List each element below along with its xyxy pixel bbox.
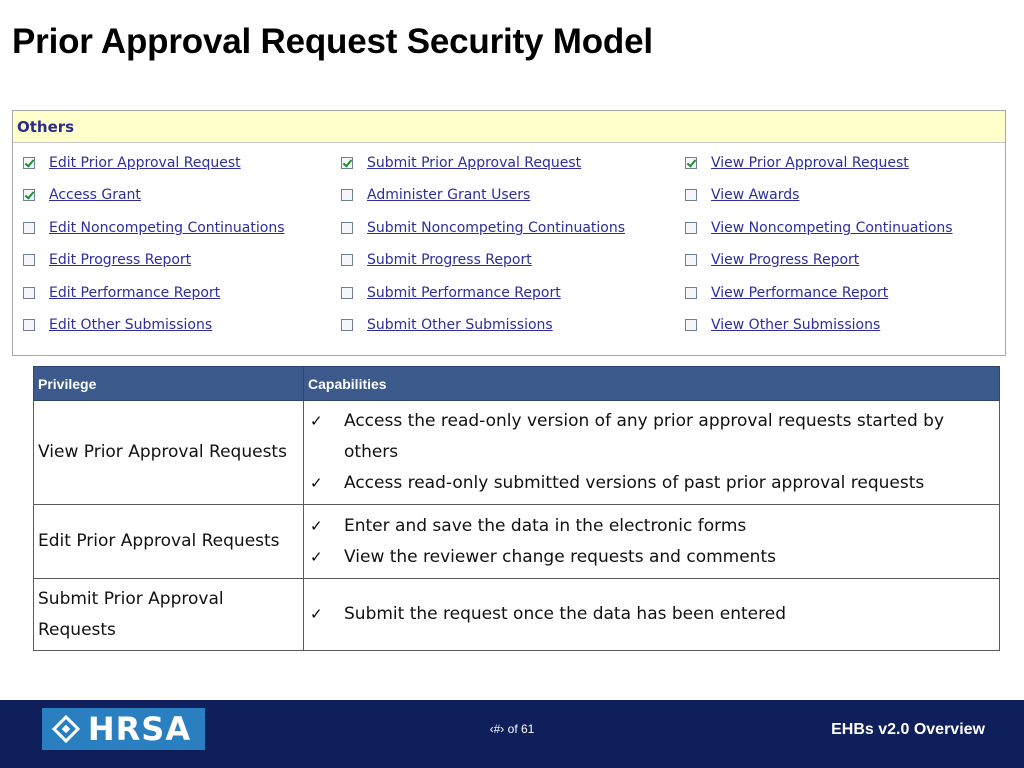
checkbox-unchecked-icon[interactable] — [685, 189, 697, 201]
permission-link[interactable]: Administer Grant Users — [367, 187, 531, 203]
permission-item — [685, 314, 880, 336]
table-row — [34, 579, 1000, 651]
permission-link[interactable]: Edit Progress Report — [49, 252, 192, 268]
checkbox-unchecked-icon[interactable] — [341, 287, 353, 299]
privilege-cell: Edit Prior Approval Requests — [34, 505, 304, 579]
permission-link[interactable]: View Noncompeting Continuations — [711, 220, 953, 236]
permission-link[interactable]: View Prior Approval Request — [711, 155, 909, 171]
check-mark-icon: ✓ — [310, 605, 323, 623]
checkbox-unchecked-icon[interactable] — [23, 254, 35, 266]
permission-link[interactable]: View Progress Report — [711, 252, 860, 268]
permission-item — [341, 217, 625, 239]
permission-item — [341, 184, 530, 206]
permissions-header — [13, 111, 1005, 143]
permission-item — [685, 217, 953, 239]
list-item — [310, 511, 993, 542]
permission-item — [341, 249, 532, 271]
permission-link[interactable]: View Awards — [711, 187, 800, 203]
hrsa-logo-text: HRSA — [87, 710, 192, 748]
slide-title: Prior Approval Request Security Model — [12, 22, 653, 61]
checkbox-unchecked-icon[interactable] — [685, 254, 697, 266]
privilege-cell: Submit Prior Approval Requests — [34, 579, 304, 651]
permission-link[interactable]: Access Grant — [49, 187, 141, 203]
capabilities-cell — [304, 505, 1000, 579]
privilege-table-header-row — [34, 367, 1000, 401]
capability-text: Access the read-only version of any prior approval requests started by others — [344, 411, 945, 462]
permission-link[interactable]: Submit Noncompeting Continuations — [367, 220, 626, 236]
permission-item — [341, 314, 553, 336]
checkbox-checked-icon[interactable] — [23, 157, 35, 169]
checkbox-unchecked-icon[interactable] — [341, 189, 353, 201]
check-mark-icon: ✓ — [310, 474, 323, 492]
permissions-panel — [12, 110, 1006, 356]
permission-link[interactable]: Submit Other Submissions — [367, 317, 553, 333]
permission-item — [23, 184, 141, 206]
checkbox-checked-icon[interactable] — [23, 189, 35, 201]
privilege-column-header: Privilege — [34, 367, 304, 401]
permission-item — [23, 314, 212, 336]
checkbox-unchecked-icon[interactable] — [23, 319, 35, 331]
permission-link[interactable]: Submit Progress Report — [367, 252, 532, 268]
permission-item — [23, 249, 191, 271]
capability-text: Submit the request once the data has been entered — [344, 604, 786, 624]
table-row — [34, 505, 1000, 579]
capability-text: View the reviewer change requests and comments — [344, 546, 776, 567]
checkbox-checked-icon[interactable] — [685, 157, 697, 169]
permission-link[interactable]: Edit Prior Approval Request — [49, 155, 241, 171]
list-item — [310, 542, 993, 573]
table-row — [34, 401, 1000, 505]
permission-item — [341, 282, 561, 304]
checkbox-checked-icon[interactable] — [341, 157, 353, 169]
check-mark-icon: ✓ — [310, 412, 323, 430]
permission-link[interactable]: View Performance Report — [711, 285, 889, 301]
permission-item — [23, 282, 220, 304]
footer-bar — [0, 700, 1024, 768]
checkbox-unchecked-icon[interactable] — [341, 319, 353, 331]
permission-item — [23, 217, 285, 239]
permission-item — [341, 152, 581, 174]
checkbox-unchecked-icon[interactable] — [685, 222, 697, 234]
capabilities-list — [310, 599, 993, 630]
check-mark-icon: ✓ — [310, 547, 323, 566]
permissions-grid — [13, 143, 1005, 353]
permission-item — [685, 282, 888, 304]
privilege-table — [33, 366, 1000, 651]
capability-text: Enter and save the data in the electronic forms — [344, 515, 747, 536]
checkbox-unchecked-icon[interactable] — [341, 222, 353, 234]
capability-text: Access read-only submitted versions of past prior approval requests — [344, 473, 925, 493]
permissions-header-label: Others — [17, 118, 75, 136]
list-item — [310, 468, 993, 499]
privilege-table-body — [34, 401, 1000, 651]
permission-link[interactable]: Edit Noncompeting Continuations — [49, 220, 285, 236]
permission-link[interactable]: View Other Submissions — [711, 317, 881, 333]
checkbox-unchecked-icon[interactable] — [341, 254, 353, 266]
permission-link[interactable]: Edit Other Submissions — [49, 317, 213, 333]
permission-link[interactable]: Submit Prior Approval Request — [367, 155, 582, 171]
check-mark-icon: ✓ — [310, 516, 323, 535]
permission-item — [23, 152, 241, 174]
checkbox-unchecked-icon[interactable] — [685, 287, 697, 299]
capabilities-list — [310, 406, 993, 499]
privilege-cell: View Prior Approval Requests — [34, 401, 304, 505]
permission-link[interactable]: Submit Performance Report — [367, 285, 561, 301]
capabilities-column-header: Capabilities — [304, 367, 1000, 401]
permission-item — [685, 184, 799, 206]
capabilities-cell — [304, 401, 1000, 505]
permission-item — [685, 249, 859, 271]
permission-item — [685, 152, 909, 174]
list-item — [310, 406, 993, 468]
checkbox-unchecked-icon[interactable] — [23, 222, 35, 234]
permission-link[interactable]: Edit Performance Report — [49, 285, 221, 301]
footer-title: EHBs v2.0 Overview — [831, 721, 985, 738]
page-number: ‹#› of 61 — [489, 722, 535, 736]
checkbox-unchecked-icon[interactable] — [685, 319, 697, 331]
capabilities-cell — [304, 579, 1000, 651]
checkbox-unchecked-icon[interactable] — [23, 287, 35, 299]
capabilities-list — [310, 511, 993, 573]
list-item — [310, 599, 993, 630]
